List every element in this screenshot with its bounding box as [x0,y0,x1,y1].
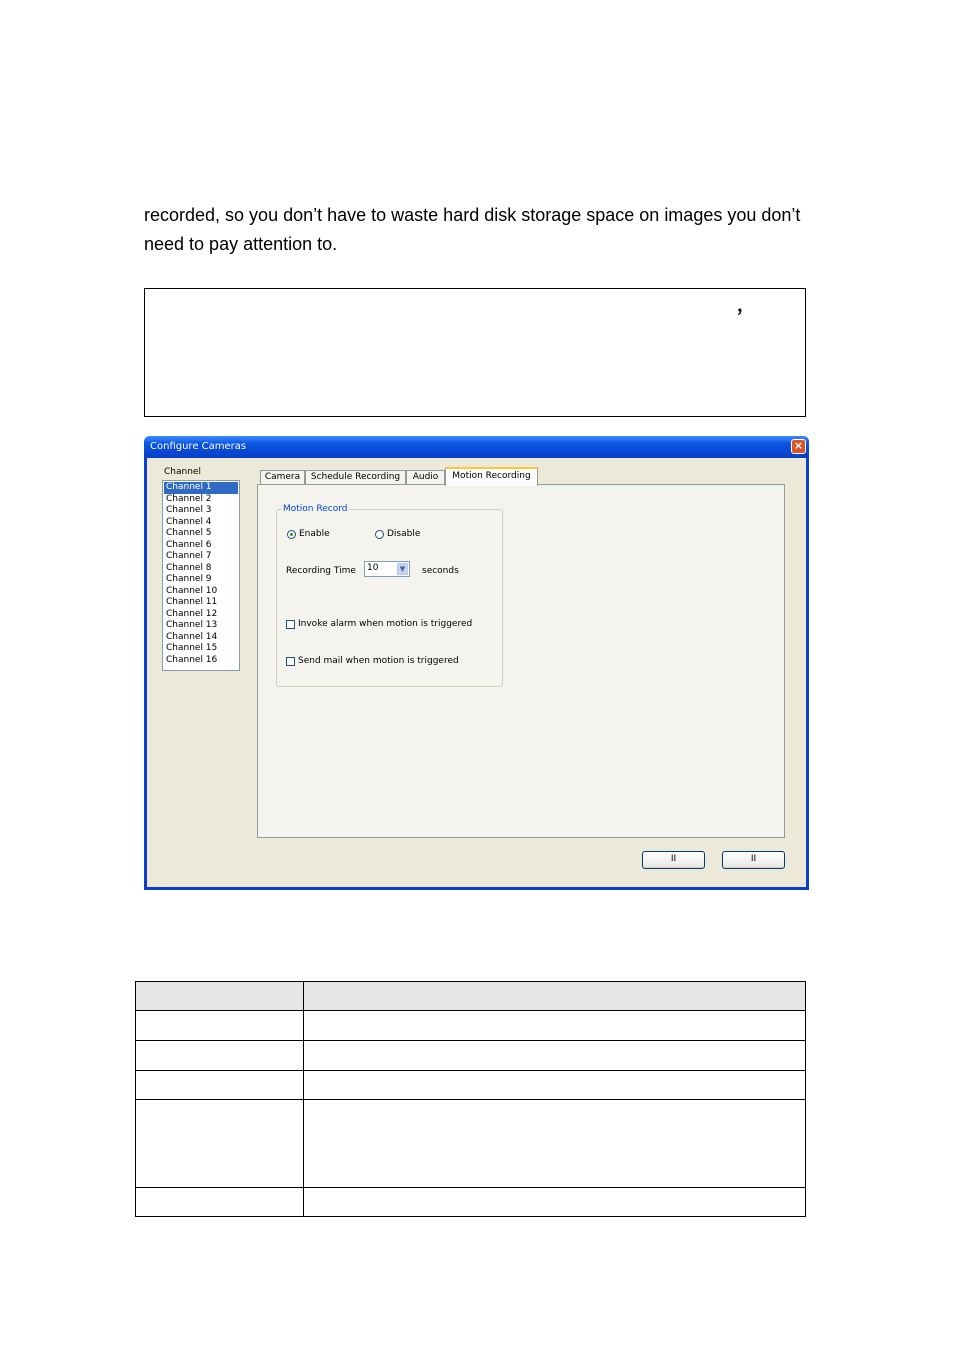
channel-list-item[interactable]: Channel 9 [166,574,212,584]
channel-label: Channel [164,467,201,477]
dialog-titlebar[interactable] [144,436,809,458]
table-cell [136,1188,304,1217]
channel-list-item[interactable]: Channel 7 [166,551,212,561]
tab-audio[interactable]: Audio [406,470,445,485]
recording-time-label: Recording Time [286,566,356,576]
channel-list-item[interactable]: Channel 10 [166,585,218,596]
table-row [136,1071,806,1100]
channel-list-item[interactable]: Channel 8 [166,562,212,573]
recording-time-value: 10 [367,563,379,573]
tab-schedule-recording[interactable]: Schedule Recording [305,470,406,485]
dialog-title: Configure Cameras [150,441,247,452]
channel-list-item[interactable]: Channel 1 [164,482,238,494]
enable-radio[interactable] [287,530,296,539]
body-paragraph: recorded, so you don’t have to waste hard disk storage space on images you don’t need to pay attention to. [144,205,801,254]
chevron-down-icon[interactable]: ▼ [397,563,408,575]
disable-radio[interactable] [375,530,384,539]
disable-label: Disable [387,529,421,539]
channel-list-item[interactable]: Channel 5 [166,528,212,538]
close-icon[interactable]: × [791,439,806,454]
table-cell [136,1011,304,1041]
dialog-client [147,458,806,887]
channel-list[interactable] [162,480,240,671]
enable-label: Enable [299,529,330,539]
tab-camera[interactable]: Camera [260,470,305,485]
table-cell [304,1041,806,1071]
table-cell [304,1011,806,1041]
table-cell [304,1188,806,1217]
channel-list-item[interactable]: Channel 4 [166,516,212,527]
channel-list-item[interactable]: Channel 6 [166,539,212,550]
cancel-button[interactable]: II [722,851,785,869]
table-cell [304,1071,806,1100]
channel-list-item[interactable]: Channel 15 [166,643,218,653]
motion-record-group-label: Motion Record [283,504,348,514]
invoke-alarm-checkbox[interactable] [286,620,295,629]
motion-record-group [276,504,503,687]
table-cell [136,982,304,1011]
channel-list-item[interactable]: Channel 11 [166,597,218,607]
table-cell [304,982,806,1011]
ok-button[interactable]: II [642,851,705,869]
channel-list-item[interactable]: Channel 13 [166,620,218,630]
invoke-alarm-label: Invoke alarm when motion is triggered [298,619,473,629]
channel-list-item[interactable]: Channel 16 [166,654,218,665]
info-table [135,981,806,1217]
channel-list-item[interactable]: Channel 2 [166,493,212,504]
motion-recording-panel [257,484,785,838]
seconds-label: seconds [422,566,459,576]
table-row [136,1011,806,1041]
note-glyph: ， [737,295,755,315]
table-row [136,1188,806,1217]
table-cell [304,1100,806,1188]
table-header-row [136,982,806,1011]
note-box [144,288,806,417]
table-cell [136,1100,304,1188]
tab-motion-recording[interactable]: Motion Recording [445,467,538,486]
channel-list-item[interactable]: Channel 14 [166,631,218,642]
send-mail-label: Send mail when motion is triggered [298,656,459,666]
table-cell [136,1071,304,1100]
table-row [136,1041,806,1071]
table-cell [136,1041,304,1071]
channel-list-item[interactable]: Channel 12 [166,608,218,619]
table-row [136,1100,806,1188]
channel-list-item[interactable]: Channel 3 [166,505,212,515]
recording-time-select[interactable] [364,561,410,577]
send-mail-checkbox[interactable] [286,657,295,666]
configure-cameras-dialog [144,436,809,890]
